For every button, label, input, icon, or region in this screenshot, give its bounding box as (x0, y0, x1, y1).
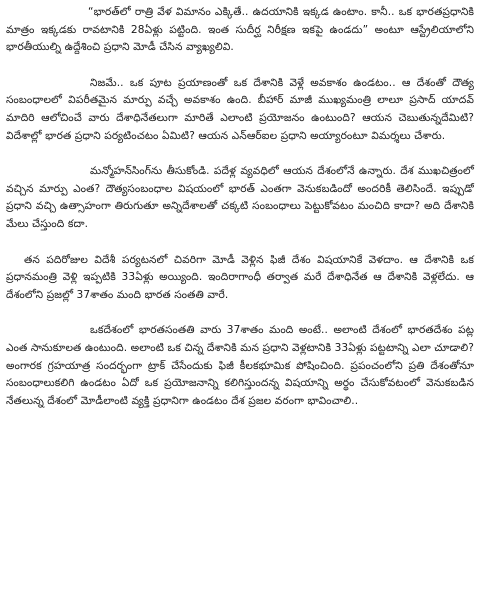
paragraph-gap (6, 145, 474, 163)
paragraph-fiji-visit: తన పదిరోజుల విదేశీ పర్యటనలో చివరిగా మోడీ వెళ్లిన ఫిజీ దేశం విషయానికే వెళదాం. ఆ దేశానికి ఒక ప్రధానమంత్రి వెళ్లి ఇప్పటికి 33ఏళ్లు అయ్యింది. ఇందిరాగాంధీ తర్వాత మరే దేశాధినేత ఆ దేశానికి వెళ్లలేదు. ఆ దేశంలోని ప్రజల్లో 37శాతం మంది భారత సంతతి వారే. (6, 253, 474, 301)
paragraph-gap (6, 234, 474, 252)
paragraph-lalu-criticism: నిజమే.. ఒక పూట ప్రయాణంతో ఒక దేశానికి వెళ్లే అవకాశం ఉండటం.. ఆ దేశంతో దౌత్య సంబంధాలలో విపరీతమైన మార్పు వచ్చే అవకాశం ఉంది. బీహార్ మాజీ ముఖ్యమంత్రి లాలూ ప్రసాద్ యాదవ్ మాదిరి ఆలోచించే వారు దేశాధినేతలుగా మారితే ఎలాంటి ప్రయోజనం ఉంటుంది? ఆయన చెబుతున్నదేమిటి? విదేశాల్లో భారత ప్రధాని పర్యటించటం ఏమిటి? ఆయన ఎన్ఆర్ఐల ప్రధాని అయ్యారంటూ విమర్శలు చేశారు. (6, 76, 474, 142)
paragraph-quote: “భారత్‌లో రాత్రి వేళ విమానం ఎక్కితే.. ఉదయానికి ఇక్కడ ఉంటాం. కానీ.. ఒక భారతప్రధానికి మాత్రం ఇక్కడకు రావటానికి 28ఏళ్లు పట్టింది. ఇంత సుదీర్ఘ నిరీక్షణ ఇకపై ఉండదు” అంటూ ఆస్ట్రేలియాలోని భారతీయుల్ని ఉద్దేశించి ప్రధాని మోడీ చేసిన వ్యాఖ్యలివి. (6, 6, 474, 54)
paragraph-gap (6, 304, 474, 322)
paragraph-conclusion: ఒకదేశంలో భారతసంతతి వారు 37శాతం మంది అంటే.. అలాంటి దేశంలో భారతదేశం పట్ల ఎంత సానుకూలత ఉంటుంది. అలాంటి ఒక చిన్న దేశానికి మన ప్రధాని వెళ్లటానికి 33ఏళ్లు పట్టటాన్ని ఎలా చూడాలి? అంగారక గ్రహయాత్ర సందర్భంగా ట్రాక్ చేసేందుకు ఫిజీ కీలకభూమిక పోషించింది. ప్రపంచంలోని ప్రతి దేశంతోనూ సంబంధాలుకలిగి ఉండటం ఏదో ఒక ప్రయోజనాన్ని కలిగిస్తుందన్న విషయాన్ని అర్థం చేసుకోవటంలో వెనుకబడిన నేతలున్న దేశంలో మోడీలాంటి వ్యక్తి ప్రధానిగా ఉండటం దేశ ప్రజల వరంగా భావించాలి.. (6, 324, 474, 407)
paragraph-gap (6, 57, 474, 75)
paragraph-manmohan: మన్మోహన్‌సింగ్‌ను తీసుకోండి. పదేళ్ల వ్యవధిలో ఆయన దేశంలోనే ఉన్నారు. దేశ ముఖచిత్రంలో వచ్చిన మార్పు ఎంత? దౌత్యసంబంధాల విషయంలో భారత్ ఎంతగా వెనుకబడిందో అందరికీ తెలిసిందే. ఇప్పుడో ప్రధాని వచ్చి ఉత్సాహంగా తిరుగుతూ అన్నిదేశాలతో చక్కటి సంబంధాలు పెట్టుకోవటం మంచిది కాదా? అది దేశానికి మేలు చేస్తుంది కదా. (6, 165, 474, 230)
